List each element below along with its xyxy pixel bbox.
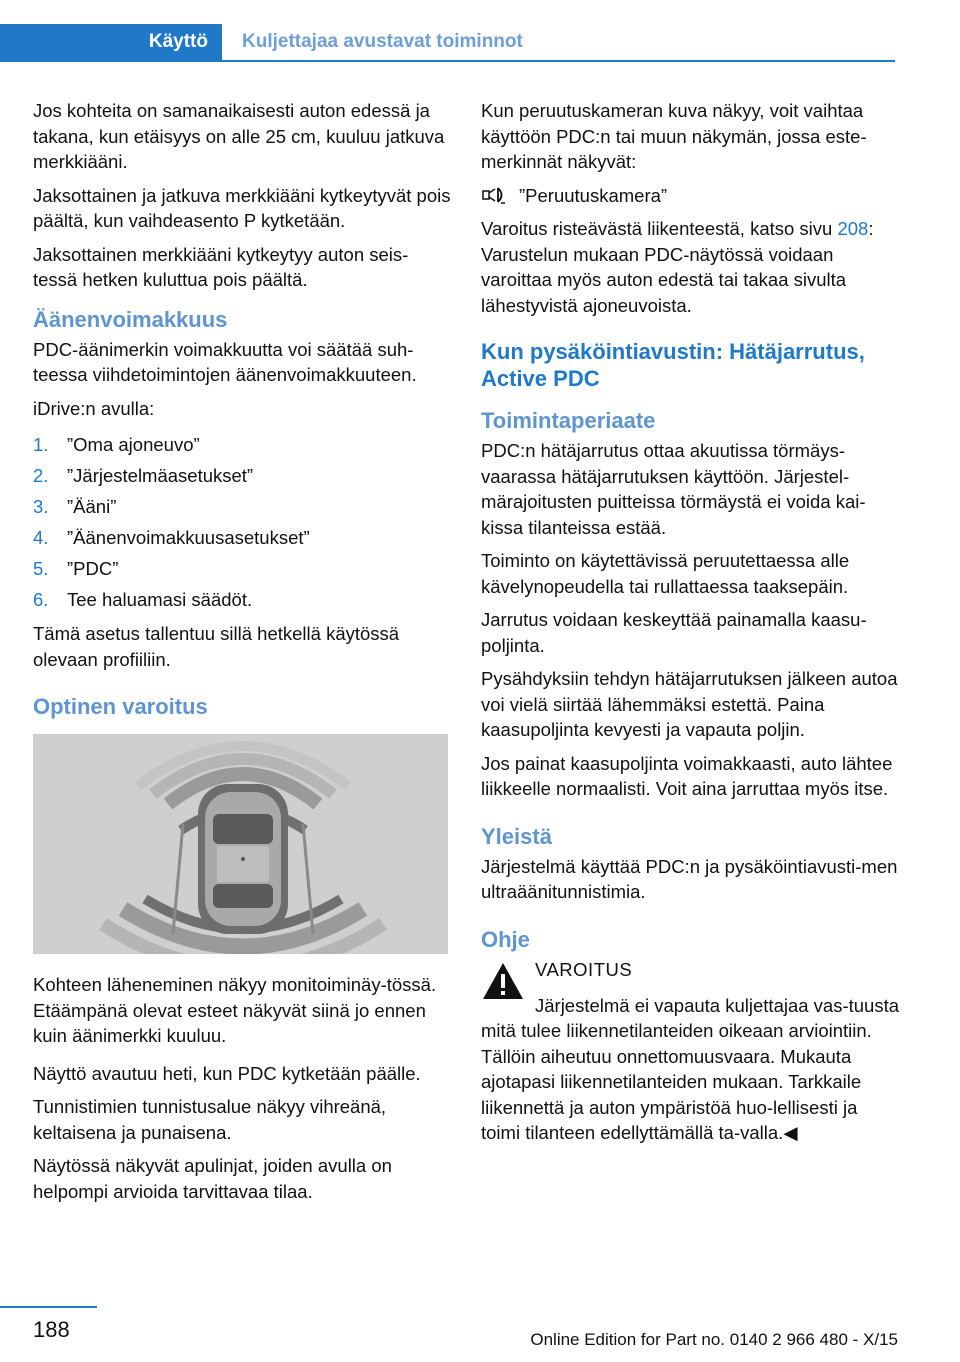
menu-item-label: ”Peruutuskamera” — [519, 184, 668, 206]
paragraph: Jos painat kaasupoljinta voimakkaasti, auto lähtee liikkeelle normaalisti. Voit aina jarruttaa myös itse. — [481, 752, 893, 799]
step-text: Tee haluamasi säädöt. — [67, 589, 253, 610]
step-text: ”Oma ajoneuvo” — [67, 434, 200, 455]
footer-rule — [0, 1306, 97, 1308]
left-column — [33, 98, 451, 1212]
paragraph: Tunnistimien tunnistusalue näkyy vihreänä, keltaisena ja punaisena. — [33, 1096, 387, 1143]
step-number: 6. — [33, 589, 49, 610]
step-number: 2. — [33, 465, 49, 486]
paragraph: Tämä asetus tallentuu sillä hetkellä käytössä olevaan profiiliin. — [33, 623, 400, 670]
step-number: 1. — [33, 434, 49, 455]
paragraph: Toiminto on käytettävissä peruutettaessa alle kävelynopeudella tai rullattaessa taaksepäin. — [481, 550, 850, 597]
header-rule — [0, 60, 895, 62]
paragraph: Jarrutus voidaan keskeyttää painamalla kaasu-poljinta. — [481, 609, 867, 656]
step-number: 4. — [33, 527, 49, 548]
camera-parking-icon — [481, 185, 507, 205]
paragraph: Jaksottainen merkkiääni kytkeytyy auton seis-tessä hetken kuluttua pois päältä. — [33, 243, 409, 290]
step-text: ”Järjestelmäasetukset” — [67, 465, 254, 486]
step-text: ”Ääni” — [67, 496, 117, 517]
step-number: 5. — [33, 558, 49, 579]
paragraph: Jaksottainen ja jatkuva merkkiääni kytkeytyvät pois päältä, kun vaihdeasento P kytketään. — [33, 184, 451, 231]
heading-principle: Toimintaperiaate — [481, 408, 656, 433]
paragraph: PDC:n hätäjarrutus ottaa akuutissa törmäys-vaarassa hätäjarrutuksen käyttöön. Järjestel-märajoitusten puitteissa törmäystä ei voida kai-kissa tilanteissa estää. — [481, 440, 866, 538]
step-text: ”PDC” — [67, 558, 119, 579]
paragraph: iDrive:n avulla: — [33, 397, 155, 419]
paragraph: Pysähdyksiin tehdyn hätäjarrutuksen jälkeen autoa voi vielä siirtää lähemmäksi estettä. Paina kaasupoljinta kevyesti ja vapauta poljin. — [481, 668, 898, 740]
list-item — [33, 553, 451, 584]
paragraph: Järjestelmä käyttää PDC:n ja pysäköintiavusti-men ultraäänitunnistimia. — [481, 855, 898, 902]
list-item — [33, 429, 451, 460]
paragraph: Näyttö avautuu heti, kun PDC kytketään päälle. — [33, 1062, 421, 1084]
section-tab: Käyttö — [0, 24, 222, 60]
paragraph-cross-traffic — [481, 216, 901, 318]
paragraph: Näytössä näkyvät apulinjat, joiden avulla on helpompi arvioida tarvittavaa tilaa. — [33, 1155, 392, 1202]
chapter-tab: Kuljettajaa avustavat toiminnot — [224, 24, 895, 60]
edition-text: Online Edition for Part no. 0140 2 966 480 - X/15 — [530, 1330, 898, 1349]
text-run: Varoitus risteävästä liikenteestä, katso sivu — [481, 218, 838, 239]
idrive-steps-list — [33, 429, 451, 615]
heading-guide: Ohje — [481, 926, 530, 952]
page-number: 188 — [33, 1317, 70, 1342]
list-item — [33, 522, 451, 553]
step-number: 3. — [33, 496, 49, 517]
menu-item-rear-camera — [481, 183, 901, 209]
text-run: : Varustelun mukaan PDC-näytössä voidaan varoittaa myös auton edestä tai takaa sivulta lähestyvistä ajoneuvoista. — [481, 218, 874, 316]
list-item — [33, 491, 451, 522]
pdc-display-illustration — [33, 734, 448, 954]
warning-triangle-icon — [481, 961, 525, 1001]
right-column — [481, 98, 901, 1154]
step-text: ”Äänenvoimakkuusasetukset” — [67, 527, 310, 548]
list-item — [33, 584, 451, 615]
heading-general: Yleistä — [481, 823, 552, 849]
page-header — [0, 0, 895, 62]
list-item — [33, 460, 451, 491]
heading-volume: Äänenvoimakkuus — [33, 306, 228, 332]
paragraph: Kun peruutuskameran kuva näkyy, voit vaihtaa käyttöön PDC:n tai muun näkymän, jossa este-merkinnät näkyvät: — [481, 100, 867, 172]
heading-optical-warning: Optinen varoitus — [33, 694, 208, 719]
paragraph: Kohteen läheneminen näkyy monitoiminäy-tössä. Etäämpänä olevat esteet näkyvät siinä jo ennen kuin äänimerkki kuuluu. — [33, 974, 437, 1046]
paragraph: Jos kohteita on samanaikaisesti auton edessä ja takana, kun etäisyys on alle 25 cm, kuuluu jatkuva merkkiääni. — [33, 100, 445, 172]
page-link[interactable]: 208 — [837, 218, 869, 239]
warning-text: Järjestelmä ei vapauta kuljettajaa vas-tuusta mitä tulee liikennetilanteiden oikeaan arviointiin. Tällöin aiheutuu onnettomuusvaara. Mukauta ajotapasi liikennetilanteiden mukaan. Tarkkaile liikennettä ja auton ympäristöä huo-lellisesti ja toimi tilanteen edellyttämällä ta-valla.◀ — [481, 994, 900, 1143]
warning-title: VAROITUS — [535, 958, 633, 980]
parking-sensor-diagram — [33, 734, 448, 954]
paragraph: PDC-äänimerkin voimakkuutta voi säätää suh-teessa viihdetoimintojen äänenvoimakkuuteen. — [33, 338, 417, 385]
heading-parking-assistant: Kun pysäköintiavustin: Hätäjarrutus, Active PDC — [481, 339, 865, 391]
